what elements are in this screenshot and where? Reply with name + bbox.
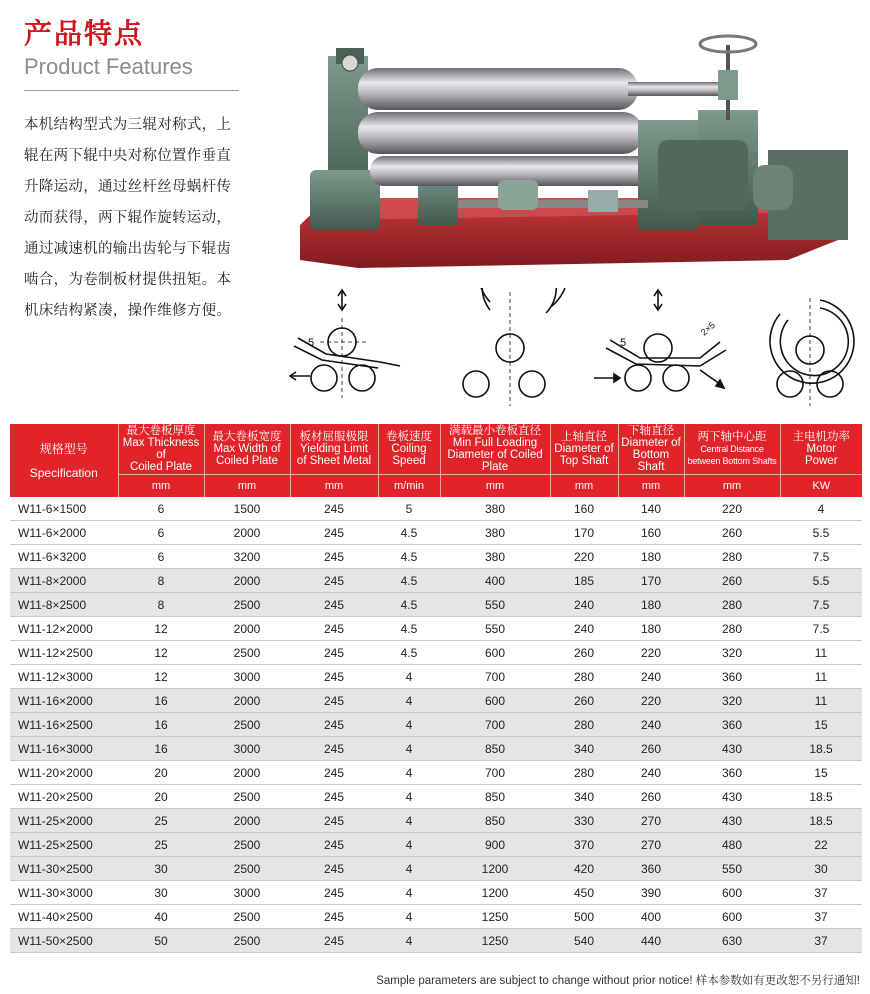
- table-cell: 15: [780, 713, 862, 737]
- header-en: Speed: [392, 455, 426, 467]
- header-en: Coiling: [391, 443, 427, 455]
- table-cell: 260: [550, 641, 618, 665]
- table-cell: 245: [290, 833, 378, 857]
- table-row: [10, 617, 862, 641]
- table-cell: 4: [378, 785, 440, 809]
- table-cell: 37: [780, 905, 862, 929]
- table-cell: 11: [780, 689, 862, 713]
- table-row: [10, 881, 862, 905]
- header-cn: 最大卷板厚度: [126, 425, 196, 437]
- footer-note: Sample parameters are subject to change without prior notice! 样本参数如有更改恕不另行通知!: [376, 975, 860, 987]
- model-cell: W11-6×2000: [10, 521, 118, 545]
- unit-cell: mm: [440, 475, 550, 498]
- table-cell: 2000: [204, 569, 290, 593]
- model-cell: W11-30×2500: [10, 857, 118, 881]
- table-cell: 2000: [204, 617, 290, 641]
- table-cell: 4.5: [378, 545, 440, 569]
- description-line: 本机结构型式为三辊对称式，上: [24, 117, 232, 133]
- table-cell: 30: [118, 857, 204, 881]
- header-en: Diameter of Coiled Plate: [447, 449, 543, 473]
- model-cell: W11-8×2500: [10, 593, 118, 617]
- table-row: [10, 497, 862, 521]
- model-cell: W11-8×2000: [10, 569, 118, 593]
- unit-cell: mm: [118, 475, 204, 498]
- table-cell: 360: [618, 857, 684, 881]
- page-title-en: Product Features: [24, 54, 193, 79]
- model-cell: W11-6×1500: [10, 497, 118, 521]
- table-cell: 160: [550, 497, 618, 521]
- table-cell: 30: [780, 857, 862, 881]
- table-cell: 550: [440, 617, 550, 641]
- feature-description: [24, 110, 269, 327]
- table-cell: 4: [378, 809, 440, 833]
- table-cell: 330: [550, 809, 618, 833]
- description-line: 机床结构紧凑，操作维修方便。: [24, 303, 232, 319]
- table-cell: 360: [684, 713, 780, 737]
- table-cell: 245: [290, 521, 378, 545]
- table-cell: 260: [684, 569, 780, 593]
- table-cell: 245: [290, 737, 378, 761]
- table-cell: 245: [290, 665, 378, 689]
- header-cn: 卷板速度: [386, 431, 432, 443]
- table-cell: 2500: [204, 593, 290, 617]
- table-cell: 20: [118, 761, 204, 785]
- header-en: Min Full Loading: [452, 437, 538, 449]
- table-cell: 8: [118, 569, 204, 593]
- roll-operation-diagram: [280, 288, 860, 413]
- table-cell: 2000: [204, 761, 290, 785]
- table-cell: 3000: [204, 737, 290, 761]
- table-cell: 25: [118, 809, 204, 833]
- table-cell: 170: [618, 569, 684, 593]
- header-motor-power: [780, 424, 862, 475]
- table-cell: 260: [684, 521, 780, 545]
- model-cell: W11-20×2500: [10, 785, 118, 809]
- table-row: [10, 761, 862, 785]
- model-cell: W11-16×3000: [10, 737, 118, 761]
- table-cell: 245: [290, 689, 378, 713]
- table-cell: 16: [118, 689, 204, 713]
- table-cell: 550: [440, 593, 550, 617]
- table-cell: 7.5: [780, 545, 862, 569]
- table-cell: 500: [550, 905, 618, 929]
- table-cell: 12: [118, 665, 204, 689]
- table-cell: 12: [118, 617, 204, 641]
- table-cell: 260: [550, 689, 618, 713]
- unit-cell: mm: [550, 475, 618, 498]
- table-cell: 270: [618, 809, 684, 833]
- table-cell: 12: [118, 641, 204, 665]
- table-cell: 360: [684, 761, 780, 785]
- table-cell: 4.5: [378, 641, 440, 665]
- table-cell: 400: [618, 905, 684, 929]
- table-cell: 4: [378, 905, 440, 929]
- table-cell: 245: [290, 497, 378, 521]
- table-cell: 7.5: [780, 617, 862, 641]
- table-cell: 4: [378, 713, 440, 737]
- header-cn: 下轴直径: [628, 425, 674, 437]
- table-cell: 430: [684, 785, 780, 809]
- table-cell: 550: [684, 857, 780, 881]
- table-cell: 480: [684, 833, 780, 857]
- table-cell: 600: [440, 641, 550, 665]
- header-en: Central Distance: [700, 444, 764, 454]
- table-cell: 280: [550, 761, 618, 785]
- diagram-label: 5: [308, 337, 315, 349]
- table-cell: 5: [378, 497, 440, 521]
- table-cell: 2000: [204, 521, 290, 545]
- table-cell: 4: [378, 857, 440, 881]
- unit-cell: mm: [290, 475, 378, 498]
- header-max-thickness: [118, 424, 204, 475]
- header-min-diameter: [440, 424, 550, 475]
- table-row: [10, 929, 862, 953]
- table-cell: 180: [618, 593, 684, 617]
- unit-cell: mm: [684, 475, 780, 498]
- header-top-shaft: [550, 424, 618, 475]
- header-en: Coiled Plate: [129, 461, 192, 473]
- table-cell: 2000: [204, 809, 290, 833]
- table-cell: 630: [684, 929, 780, 953]
- model-cell: W11-12×2000: [10, 617, 118, 641]
- header-yielding-limit: [290, 424, 378, 475]
- table-cell: 3000: [204, 665, 290, 689]
- header-cn: 上轴直径: [561, 431, 607, 443]
- table-cell: 2500: [204, 905, 290, 929]
- model-cell: W11-50×2500: [10, 929, 118, 953]
- model-cell: W11-25×2500: [10, 833, 118, 857]
- table-cell: 700: [440, 713, 550, 737]
- table-cell: 240: [618, 713, 684, 737]
- table-cell: 390: [618, 881, 684, 905]
- table-cell: 4: [378, 881, 440, 905]
- header-en: Motor: [806, 443, 836, 455]
- table-cell: 2500: [204, 833, 290, 857]
- table-cell: 220: [684, 497, 780, 521]
- table-row: [10, 665, 862, 689]
- table-cell: 140: [618, 497, 684, 521]
- header-en: Yielding Limit: [300, 443, 368, 455]
- header-en: between Bottom Shafts: [687, 456, 777, 466]
- table-cell: 4: [378, 689, 440, 713]
- model-cell: W11-40×2500: [10, 905, 118, 929]
- table-cell: 18.5: [780, 785, 862, 809]
- header-cn: 规格型号: [39, 441, 88, 456]
- table-cell: 185: [550, 569, 618, 593]
- table-cell: 245: [290, 569, 378, 593]
- table-cell: 360: [684, 665, 780, 689]
- model-cell: W11-16×2500: [10, 713, 118, 737]
- table-cell: 320: [684, 641, 780, 665]
- table-cell: 15: [780, 761, 862, 785]
- table-cell: 18.5: [780, 737, 862, 761]
- table-cell: 160: [618, 521, 684, 545]
- table-row: [10, 905, 862, 929]
- table-cell: 6: [118, 521, 204, 545]
- table-cell: 340: [550, 737, 618, 761]
- table-cell: 240: [618, 665, 684, 689]
- table-row: [10, 737, 862, 761]
- table-cell: 6: [118, 497, 204, 521]
- table-cell: 1250: [440, 905, 550, 929]
- table-row: [10, 545, 862, 569]
- description-line: 啮合，为卷制板材提供扭矩。本: [24, 272, 232, 288]
- table-cell: 380: [440, 545, 550, 569]
- table-cell: 245: [290, 857, 378, 881]
- table-cell: 1250: [440, 929, 550, 953]
- table-cell: 8: [118, 593, 204, 617]
- table-cell: 1200: [440, 881, 550, 905]
- unit-cell: mm: [618, 475, 684, 498]
- header-cn: 满载最小卷板直径: [449, 425, 541, 437]
- table-cell: 11: [780, 665, 862, 689]
- table-cell: 2500: [204, 785, 290, 809]
- table-cell: 380: [440, 497, 550, 521]
- spec-table-body: [10, 497, 862, 953]
- table-cell: 2500: [204, 713, 290, 737]
- spec-table: [10, 424, 862, 953]
- table-row: [10, 785, 862, 809]
- header-central-distance: [684, 424, 780, 475]
- model-cell: W11-16×2000: [10, 689, 118, 713]
- header-en: Coiled Plate: [215, 455, 278, 467]
- description-line: 辊在两下辊中央对称位置作垂直: [24, 148, 232, 164]
- table-cell: 1200: [440, 857, 550, 881]
- table-cell: 430: [684, 737, 780, 761]
- table-cell: 245: [290, 905, 378, 929]
- table-cell: 30: [118, 881, 204, 905]
- table-cell: 20: [118, 785, 204, 809]
- table-cell: 40: [118, 905, 204, 929]
- model-cell: W11-30×3000: [10, 881, 118, 905]
- table-cell: 5.5: [780, 569, 862, 593]
- table-cell: 16: [118, 713, 204, 737]
- table-cell: 440: [618, 929, 684, 953]
- table-cell: 2500: [204, 857, 290, 881]
- table-cell: 280: [550, 713, 618, 737]
- table-cell: 6: [118, 545, 204, 569]
- table-cell: 240: [550, 593, 618, 617]
- table-cell: 2500: [204, 929, 290, 953]
- table-cell: 280: [550, 665, 618, 689]
- table-cell: 4: [378, 929, 440, 953]
- unit-cell: mm: [204, 475, 290, 498]
- table-cell: 245: [290, 881, 378, 905]
- table-cell: 260: [618, 737, 684, 761]
- rolling-machine-image: [298, 30, 858, 275]
- table-row: [10, 689, 862, 713]
- unit-row: [10, 475, 862, 498]
- description-line: 通过减速机的输出齿轮与下辊齿: [24, 241, 232, 257]
- table-row: [10, 521, 862, 545]
- table-cell: 700: [440, 665, 550, 689]
- header-coiling-speed: [378, 424, 440, 475]
- table-row: [10, 833, 862, 857]
- table-cell: 4: [780, 497, 862, 521]
- header-en: Max Thickness of: [122, 437, 200, 461]
- table-cell: 22: [780, 833, 862, 857]
- table-cell: 4: [378, 665, 440, 689]
- title-divider: [24, 90, 239, 91]
- table-cell: 180: [618, 617, 684, 641]
- table-cell: 900: [440, 833, 550, 857]
- table-cell: 450: [550, 881, 618, 905]
- table-cell: 4.5: [378, 569, 440, 593]
- table-cell: 11: [780, 641, 862, 665]
- header-en: Specification: [29, 465, 98, 480]
- table-cell: 2000: [204, 689, 290, 713]
- header-cn: 两下轴中心距: [697, 431, 767, 443]
- table-row: [10, 809, 862, 833]
- table-cell: 850: [440, 809, 550, 833]
- table-cell: 245: [290, 809, 378, 833]
- table-cell: 245: [290, 641, 378, 665]
- table-row: [10, 857, 862, 881]
- table-cell: 37: [780, 929, 862, 953]
- table-cell: 700: [440, 761, 550, 785]
- table-cell: 1500: [204, 497, 290, 521]
- table-cell: 4.5: [378, 593, 440, 617]
- table-cell: 260: [618, 785, 684, 809]
- table-cell: 850: [440, 737, 550, 761]
- table-cell: 180: [618, 545, 684, 569]
- unit-cell: KW: [780, 475, 862, 498]
- header-en: Top Shaft: [559, 455, 609, 467]
- unit-cell: m/min: [378, 475, 440, 498]
- model-cell: W11-12×3000: [10, 665, 118, 689]
- diagram-label: 2×5: [698, 320, 717, 338]
- table-cell: 4: [378, 761, 440, 785]
- table-cell: 280: [684, 545, 780, 569]
- table-cell: 370: [550, 833, 618, 857]
- header-cn: 主电机功率: [792, 431, 850, 443]
- header-cn: 板材屈服极限: [299, 431, 369, 443]
- table-cell: 245: [290, 761, 378, 785]
- model-cell: W11-20×2000: [10, 761, 118, 785]
- table-cell: 240: [618, 761, 684, 785]
- table-cell: 380: [440, 521, 550, 545]
- table-cell: 220: [550, 545, 618, 569]
- table-cell: 245: [290, 713, 378, 737]
- table-cell: 220: [618, 689, 684, 713]
- table-cell: 3000: [204, 881, 290, 905]
- table-cell: 3200: [204, 545, 290, 569]
- table-cell: 5.5: [780, 521, 862, 545]
- table-cell: 245: [290, 929, 378, 953]
- table-cell: 600: [684, 905, 780, 929]
- table-cell: 600: [440, 689, 550, 713]
- header-en: Power: [804, 455, 838, 467]
- table-row: [10, 569, 862, 593]
- header-en: Diameter of: [621, 437, 681, 449]
- table-cell: 4: [378, 737, 440, 761]
- table-cell: 340: [550, 785, 618, 809]
- table-cell: 18.5: [780, 809, 862, 833]
- table-cell: 7.5: [780, 593, 862, 617]
- header-bottom-shaft: [618, 424, 684, 475]
- table-cell: 600: [684, 881, 780, 905]
- model-cell: W11-6×3200: [10, 545, 118, 569]
- table-cell: 25: [118, 833, 204, 857]
- table-cell: 37: [780, 881, 862, 905]
- header-en: of Sheet Metal: [296, 455, 372, 467]
- table-cell: 540: [550, 929, 618, 953]
- table-cell: 4.5: [378, 617, 440, 641]
- table-row: [10, 713, 862, 737]
- table-cell: 4: [378, 833, 440, 857]
- table-cell: 50: [118, 929, 204, 953]
- table-cell: 220: [618, 641, 684, 665]
- table-cell: 400: [440, 569, 550, 593]
- table-cell: 270: [618, 833, 684, 857]
- table-cell: 240: [550, 617, 618, 641]
- table-cell: 245: [290, 617, 378, 641]
- table-cell: 280: [684, 593, 780, 617]
- table-cell: 420: [550, 857, 618, 881]
- diagram-label: 5: [620, 337, 627, 349]
- table-cell: 245: [290, 593, 378, 617]
- table-cell: 280: [684, 617, 780, 641]
- description-line: 动而获得，两下辊作旋转运动，: [24, 210, 232, 226]
- table-cell: 2500: [204, 641, 290, 665]
- table-cell: 170: [550, 521, 618, 545]
- header-en: Max Width of: [213, 443, 281, 455]
- table-cell: 245: [290, 785, 378, 809]
- table-row: [10, 641, 862, 665]
- header-max-width: [204, 424, 290, 475]
- header-en: Bottom Shaft: [632, 449, 670, 473]
- table-cell: 16: [118, 737, 204, 761]
- model-cell: W11-12×2500: [10, 641, 118, 665]
- table-cell: 4.5: [378, 521, 440, 545]
- model-cell: W11-25×2000: [10, 809, 118, 833]
- table-cell: 245: [290, 545, 378, 569]
- table-cell: 430: [684, 809, 780, 833]
- header-specification: [10, 424, 118, 497]
- table-cell: 850: [440, 785, 550, 809]
- description-line: 升降运动，通过丝杆丝母蜗杆传: [24, 179, 232, 195]
- header-en: Diameter of: [554, 443, 614, 455]
- table-row: [10, 593, 862, 617]
- page-title-cn: 产品特点: [24, 17, 145, 50]
- header-cn: 最大卷板宽度: [212, 431, 282, 443]
- table-cell: 320: [684, 689, 780, 713]
